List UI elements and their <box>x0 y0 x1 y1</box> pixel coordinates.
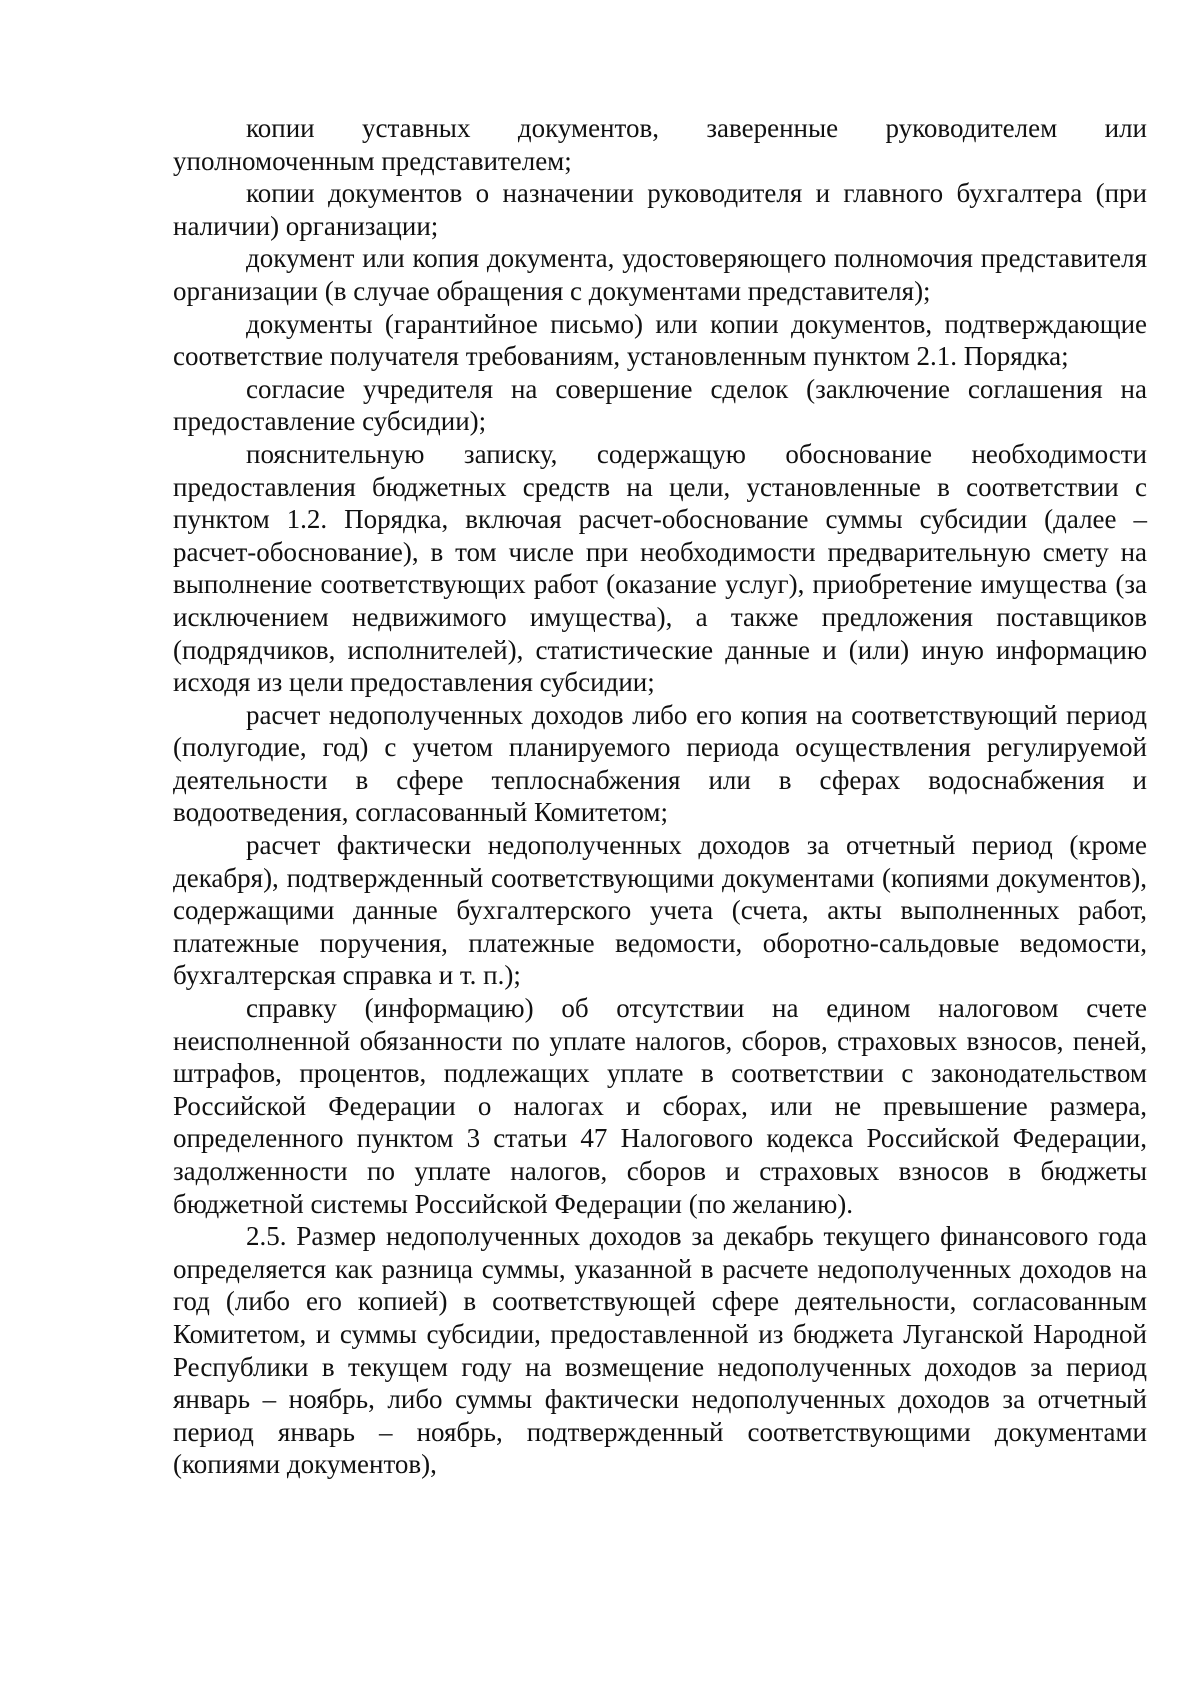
paragraph-appointment-documents: копии документов о назначении руководителя и главного бухгалтера (при наличии) организации; <box>173 178 1147 241</box>
paragraph-lost-income-calculation: расчет недополученных доходов либо его копия на соответствующий период (полугодие, год) с учетом планируемого периода осуществления регулируемой деятельности в сфере теплоснабжения или в сферах водоснабжения и водоотведения, согласованный Комитетом; <box>173 699 1147 828</box>
paragraph-representative-authority: документ или копия документа, удостоверяющего полномочия представителя организации (в случае обращения с документами представителя); <box>173 243 1147 306</box>
document-body <box>173 112 1147 1481</box>
paragraph-explanatory-note: пояснительную записку, содержащую обоснование необходимости предоставления бюджетных средств на цели, установленные в соответствии с пунктом 1.2. Порядка, включая расчет-обоснование суммы субсидии (далее – расчет-обоснование), в том числе при необходимости предварительную смету на выполнение соответствующих работ (оказание услуг), приобретение имущества (за исключением недвижимого имущества), а также предложения поставщиков (подрядчиков, исполнителей), статистические данные и (или) иную информацию исходя из цели предоставления субсидии; <box>173 438 1147 698</box>
paragraph-charter-documents: копии уставных документов, заверенные руководителем или уполномоченным представителем; <box>173 113 1147 176</box>
paragraph-compliance-documents: документы (гарантийное письмо) или копии документов, подтверждающие соответствие получателя требованиям, установленным пунктом 2.1. Порядка; <box>173 308 1147 372</box>
paragraph-founder-consent: согласие учредителя на совершение сделок (заключение соглашения на предоставление субсидии); <box>173 373 1147 437</box>
paragraph-actual-lost-income: расчет фактически недополученных доходов за отчетный период (кроме декабря), подтвержденный соответствующими документами (копиями документов), содержащими данные бухгалтерского учета (счета, акты выполненных работ, платежные поручения, платежные ведомости, оборотно-сальдовые ведомости, бухгалтерская справка и т. п.); <box>173 830 1147 991</box>
paragraph-tax-certificate: справку (информацию) об отсутствии на едином налоговом счете неисполненной обязанности по уплате налогов, сборов, страховых взносов, пеней, штрафов, процентов, подлежащих уплате в соответствии с законодательством Российской Федерации о налогах и сборах, или не превышение размера, определенного пунктом 3 статьи 47 Налогового кодекса Российской Федерации, задолженности по уплате налогов, сборов и страховых взносов в бюджеты бюджетной системы Российской Федерации (по желанию). <box>173 993 1147 1219</box>
paragraph-section-2-5: 2.5. Размер недополученных доходов за декабрь текущего финансового года определяется как разница суммы, указанной в расчете недополученных доходов на год (либо его копией) в соответствующей сфере деятельности, согласованным Комитетом, и суммы субсидии, предоставленной из бюджета Луганской Народной Республики в текущем году на возмещение недополученных доходов за период январь – ноябрь, либо суммы фактически недополученных доходов за отчетный период январь – ноябрь, подтвержденный соответствующими документами (копиями документов), <box>173 1221 1147 1480</box>
